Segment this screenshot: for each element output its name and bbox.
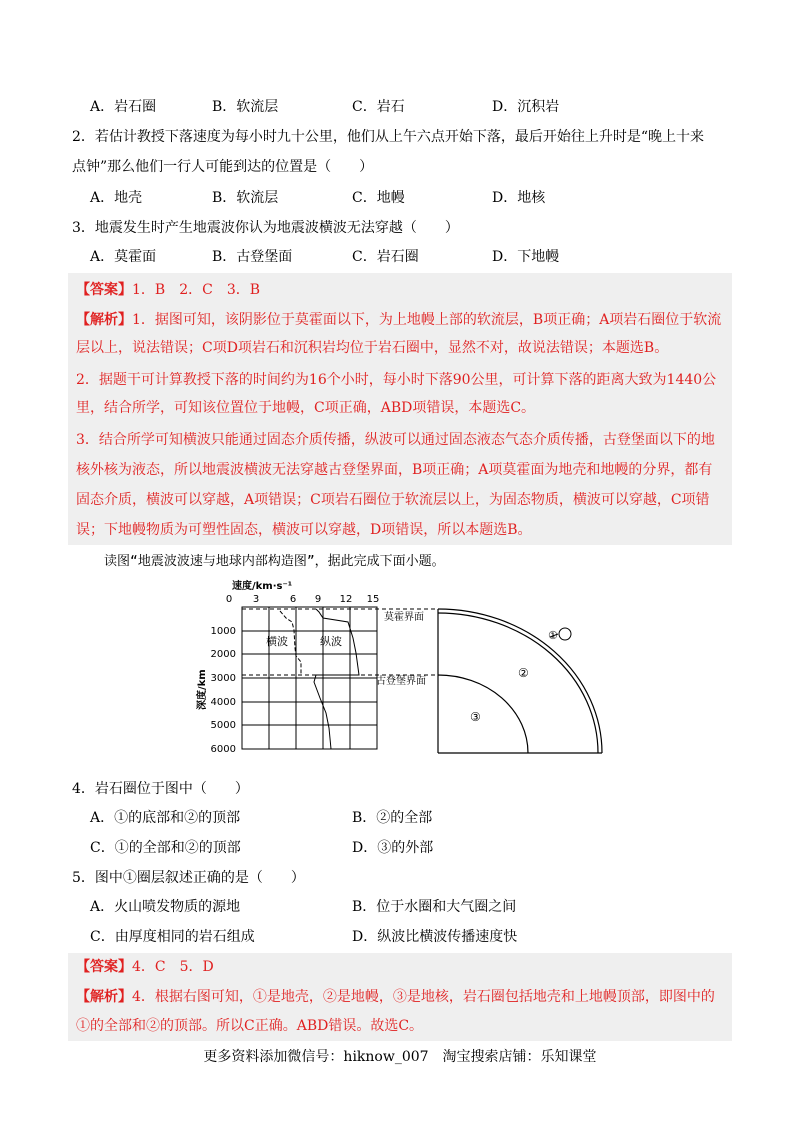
analysis-1-line8: 误；下地幔物质为可塑性固态，横波可以穿越，D项错误，所以本题选B。 bbox=[76, 522, 532, 538]
seismic-figure bbox=[190, 578, 620, 758]
speed-tick-12: 12 bbox=[339, 594, 353, 605]
answer-1-text: 1．B 2．C 3．B bbox=[132, 282, 261, 298]
layer-1-marker bbox=[559, 628, 571, 640]
answer-2-text: 4．C 5．D bbox=[132, 959, 214, 975]
gutenberg-label: 古登堡界面 bbox=[376, 676, 426, 687]
depth-tick-4000: 4000 bbox=[210, 697, 236, 708]
analysis-1-line6: 核外核为液态，所以地震波横波无法穿越古登堡界面，B项正确；A项莫霍面为地壳和地幔的分界，都有 bbox=[76, 462, 713, 478]
speed-tick-0: 0 bbox=[225, 594, 233, 605]
speed-tick-6: 6 bbox=[289, 594, 297, 605]
q5-option-c: C．由厚度相同的岩石组成 bbox=[90, 929, 255, 945]
analysis-1-text-1: 1．据图可知，该阴影位于莫霍面以下，为上地幔上部的软流层，B项正确；A项岩石圈位于软流 bbox=[132, 312, 722, 328]
analysis-2-text-1: 4．根据右图可知，①是地壳，②是地幔，③是地核，岩石圈包括地壳和上地幔顶部，即图中的 bbox=[132, 989, 715, 1005]
q1-option-d: D．沉积岩 bbox=[492, 99, 560, 115]
analysis-1-line7: 固态介质，横波可以穿越，A项错误；C项岩石圈位于软流层以上，为固态物质，横波可以穿越，C项错 bbox=[76, 492, 710, 508]
q1-option-b: B．软流层 bbox=[212, 99, 279, 115]
q1-option-c: C．岩石 bbox=[352, 99, 405, 115]
q4-stem: 4．岩石圈位于图中（ ） bbox=[72, 781, 249, 797]
depth-tick-1000: 1000 bbox=[210, 626, 236, 637]
depth-tick-5000: 5000 bbox=[210, 720, 236, 731]
layer-1-label: ① bbox=[548, 629, 558, 642]
layer-2-label: ② bbox=[518, 666, 529, 680]
q3-option-d: D．下地幔 bbox=[492, 249, 560, 265]
depth-tick-2000: 2000 bbox=[210, 649, 236, 660]
q2-stem-line2: 点钟”那么他们一行人可能到达的位置是（ ） bbox=[72, 159, 374, 175]
q3-option-c: C．岩石圈 bbox=[352, 249, 419, 265]
p-wave-label: 纵波 bbox=[320, 635, 342, 648]
speed-axis-label: 速度/km·s⁻¹ bbox=[232, 581, 293, 592]
answer-1-tag: 【答案】 bbox=[76, 282, 132, 298]
depth-tick-6000: 6000 bbox=[210, 744, 236, 755]
q3-option-a: A．莫霍面 bbox=[90, 249, 157, 265]
figure-intro: 读图“地震波波速与地球内部构造图”，据此完成下面小题。 bbox=[104, 554, 445, 569]
q2-option-b: B．软流层 bbox=[212, 190, 279, 206]
analysis-2-tag: 【解析】 bbox=[76, 989, 132, 1005]
q4-option-c: C．①的全部和②的顶部 bbox=[90, 840, 241, 856]
answer-2-tag: 【答案】 bbox=[76, 959, 132, 975]
layer-3-label: ③ bbox=[470, 710, 481, 724]
q2-stem-line1: 2．若估计教授下落速度为每小时九十公里，他们从上午六点开始下落，最后开始往上升时是“晚上十来 bbox=[72, 129, 705, 145]
s-wave-label: 横波 bbox=[266, 635, 288, 648]
q5-stem: 5．图中①圈层叙述正确的是（ ） bbox=[72, 870, 305, 886]
q5-option-a: A．火山喷发物质的源地 bbox=[90, 899, 241, 915]
footer: 更多资料添加微信号：hiknow_007 淘宝搜索店铺：乐知课堂 bbox=[203, 1049, 597, 1065]
chart-grid bbox=[242, 607, 377, 749]
moho-label: 莫霍界面 bbox=[384, 612, 424, 623]
q2-option-a: A．地壳 bbox=[90, 190, 143, 206]
answer-1 bbox=[76, 280, 260, 300]
analysis-1-line1 bbox=[76, 310, 721, 330]
q5-option-b: B．位于水圈和大气圈之间 bbox=[352, 899, 517, 915]
q4-option-a: A．①的底部和②的顶部 bbox=[90, 810, 241, 826]
q3-stem: 3．地震发生时产生地震波你认为地震波横波无法穿越（ ） bbox=[72, 220, 459, 236]
analysis-2-line2: ①的全部和②的顶部。所以C正确。ABD错误。故选C。 bbox=[76, 1018, 424, 1034]
q4-option-d: D．③的外部 bbox=[352, 840, 434, 856]
q5-option-d: D．纵波比横波传播速度快 bbox=[352, 929, 518, 945]
q1-option-a: A．岩石圈 bbox=[90, 99, 157, 115]
earth-section bbox=[438, 609, 602, 753]
q4-option-b: B．②的全部 bbox=[352, 810, 433, 826]
analysis-1-line3: 2．据题干可计算教授下落的时间约为16个小时，每小时下落90公里，可计算下落的距离大致为1440公 bbox=[76, 372, 717, 388]
analysis-1-line4: 里，结合所学，可知该位置位于地幔，C项正确，ABD项错误，本题选C。 bbox=[76, 400, 536, 416]
p-wave-curve bbox=[314, 609, 359, 749]
q2-option-d: D．地核 bbox=[492, 190, 546, 206]
speed-tick-3: 3 bbox=[252, 594, 260, 605]
analysis-1-tag: 【解析】 bbox=[76, 312, 132, 328]
analysis-2-line1 bbox=[76, 987, 715, 1007]
depth-axis-label: 深度/km bbox=[197, 669, 208, 710]
speed-tick-15: 15 bbox=[366, 594, 380, 605]
q3-option-b: B．古登堡面 bbox=[212, 249, 293, 265]
depth-tick-3000: 3000 bbox=[210, 673, 236, 684]
analysis-1-line5: 3．结合所学可知横波只能通过固态介质传播，纵波可以通过固态液态气态介质传播，古登堡面以下的地 bbox=[76, 432, 715, 448]
analysis-1-line2: 层以上，说法错误；C项D项岩石和沉积岩均位于岩石圈中，显然不对，故说法错误；本题选B。 bbox=[76, 340, 669, 356]
speed-tick-9: 9 bbox=[314, 594, 322, 605]
q2-option-c: C．地幔 bbox=[352, 190, 405, 206]
answer-2 bbox=[76, 957, 214, 977]
